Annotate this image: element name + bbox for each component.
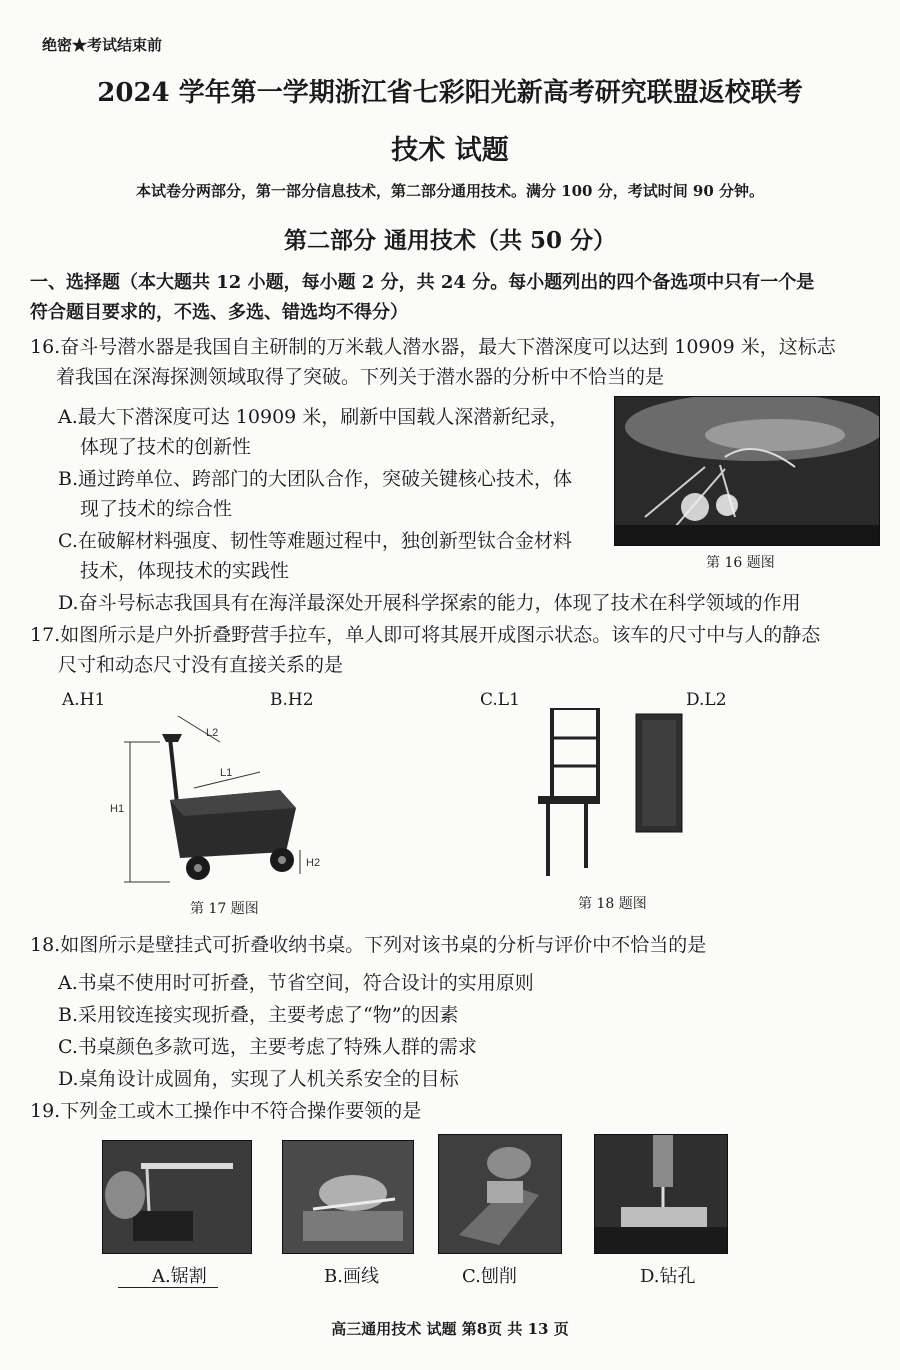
q17-wagon-figure <box>100 712 340 890</box>
q19-sawing-photo <box>102 1140 252 1254</box>
q19-drilling-photo <box>594 1134 728 1254</box>
q18-option-a: A.书桌不使用时可折叠，节省空间，符合设计的实用原则 <box>58 972 534 994</box>
label-l1: L1 <box>220 767 233 779</box>
q18-figure-caption: 第 18 题图 <box>578 896 647 912</box>
label-h1: H1 <box>110 803 125 815</box>
label-l2: L2 <box>206 727 219 739</box>
confidential-mark: 绝密★考试结束前 <box>42 36 163 54</box>
q19-option-b: B.画线 <box>324 1266 379 1287</box>
q19-option-c: C.刨削 <box>462 1266 517 1287</box>
q16-stem-cont: 着我国在深海探测领域取得了突破。下列关于潜水器的分析中不恰当的是 <box>56 366 665 388</box>
q17-stem-cont: 尺寸和动态尺寸没有直接关系的是 <box>58 654 344 676</box>
q19-option-a: A.锯割 <box>152 1266 207 1287</box>
q18-option-d: D.桌角设计成圆角，实现了人机关系安全的目标 <box>58 1068 459 1090</box>
q17-option-c: C.L1 <box>480 690 520 710</box>
q18-option-b: B.采用铰连接实现折叠，主要考虑了“物”的因素 <box>58 1004 459 1026</box>
q16-submersible-photo <box>614 396 880 546</box>
q17-figure-caption: 第 17 题图 <box>190 901 259 917</box>
section-intro-line1: 一、选择题（本大题共 12 小题，每小题 2 分，共 24 分。每小题列出的四个备选项中只有一个是 <box>30 272 815 293</box>
q16-option-a-cont: 体现了技术的创新性 <box>80 436 252 458</box>
q17-option-d: D.L2 <box>686 690 727 710</box>
q19-planing-photo <box>438 1134 562 1254</box>
q18-option-c: C.书桌颜色多款可选，主要考虑了特殊人群的需求 <box>58 1036 477 1058</box>
q16-stem: 16.奋斗号潜水器是我国自主研制的万米载人潜水器，最大下潜深度可以达到 10909 米，这标志 <box>30 336 836 358</box>
q16-option-c-cont: 技术，体现技术的实践性 <box>80 560 290 582</box>
section-intro-line2: 符合题目要求的，不选、多选、错选均不得分） <box>30 302 408 323</box>
q16-option-d: D.奋斗号标志我国具有在海洋最深处开展科学探索的能力，体现了技术在科学领域的作用 <box>58 592 801 614</box>
page-footer: 高三通用技术 试题 第8页 共 13 页 <box>331 1320 569 1338</box>
exam-intro: 本试卷分两部分，第一部分信息技术，第二部分通用技术。满分 100 分，考试时间 90 分钟。 <box>135 182 765 200</box>
exam-title: 2024 学年第一学期浙江省七彩阳光新高考研究联盟返校联考 <box>97 78 803 108</box>
q16-option-a: A.最大下潜深度可达 10909 米，刷新中国载人深潜新纪录， <box>58 406 569 428</box>
q16-option-c: C.在破解材料强度、韧性等难题过程中，独创新型钛合金材料 <box>58 530 572 552</box>
subject-title: 技术 试题 <box>391 135 509 166</box>
q17-option-b: B.H2 <box>270 690 314 710</box>
q17-option-a: A.H1 <box>62 690 106 710</box>
q17-stem: 17.如图所示是户外折叠野营手拉车，单人即可将其展开成图示状态。该车的尺寸中与人的静态 <box>30 624 821 646</box>
q19-option-a-underline <box>118 1287 218 1288</box>
q16-option-b-cont: 现了技术的综合性 <box>80 498 233 520</box>
q16-option-b: B.通过跨单位、跨部门的大团队合作，突破关键核心技术，体 <box>58 468 573 490</box>
part-title: 第二部分 通用技术（共 50 分） <box>283 227 617 254</box>
q19-stem: 19.下列金工或木工操作中不符合操作要领的是 <box>30 1100 422 1122</box>
q16-figure-caption: 第 16 题图 <box>706 555 775 571</box>
q18-desk-figure <box>530 708 700 888</box>
q19-marking-photo <box>282 1140 414 1254</box>
q19-option-d: D.钻孔 <box>640 1266 696 1287</box>
q18-stem: 18.如图所示是壁挂式可折叠收纳书桌。下列对该书桌的分析与评价中不恰当的是 <box>30 934 707 956</box>
label-h2: H2 <box>306 857 321 869</box>
